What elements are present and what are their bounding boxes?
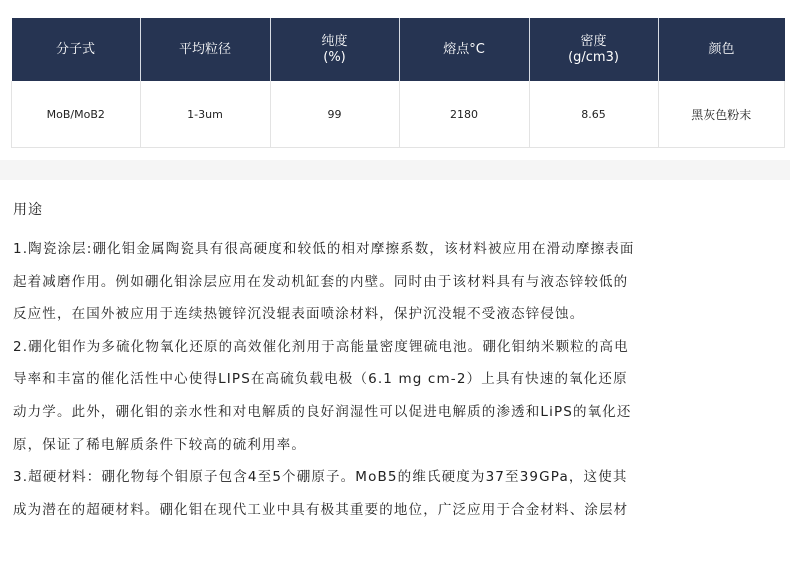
uses-line-2: 起着减磨作用。例如硼化钼涂层应用在发动机缸套的内壁。同时由于该材料具有与液态锌较低的 — [13, 273, 629, 290]
header-color-label: 颜色 — [708, 41, 735, 57]
cell-color: 黑灰色粉末 — [658, 81, 785, 148]
cell-purity: 99 — [270, 81, 399, 148]
header-purity — [270, 18, 399, 81]
uses-line-1: 1.陶瓷涂层:硼化钼金属陶瓷具有很高硬度和较低的相对摩擦系数，该材料被应用在滑动摩擦表面 — [13, 241, 635, 257]
header-formula-label: 分子式 — [55, 41, 95, 57]
header-density — [529, 18, 658, 81]
header-formula — [12, 18, 141, 81]
section-divider — [0, 160, 790, 180]
uses-line-7: 原，保证了稀电解质条件下较高的硫利用率。 — [13, 436, 306, 453]
header-density-label: 密度 — [580, 33, 607, 49]
uses-line-9: 成为潜在的超硬材料。硼化钼在现代工业中具有极其重要的地位，广泛应用于合金材料、涂层材 — [13, 501, 629, 518]
uses-line-5: 导率和丰富的催化活性中心使得LIPS在高硫负载电极（6.1 mg cm-2）上具有快速的氧化还原 — [13, 371, 628, 388]
header-melting-point — [399, 18, 529, 81]
header-purity-label: 纯度 — [321, 33, 348, 49]
header-particle-size-label: 平均粒径 — [178, 41, 231, 57]
cell-particle-size: 1-3um — [140, 81, 270, 148]
header-melting-point-label: 熔点°C — [443, 41, 485, 57]
spec-table-row — [12, 81, 785, 148]
cell-density: 8.65 — [529, 81, 658, 148]
header-particle-size — [140, 18, 270, 81]
uses-title: 用途 — [13, 202, 43, 218]
cell-formula: MoB/MoB2 — [12, 81, 141, 148]
uses-line-3: 反应性，在国外被应用于连续热镀锌沉没辊表面喷涂材料，保护沉没辊不受液态锌侵蚀。 — [13, 306, 585, 323]
uses-line-8: 3.超硬材料：硼化物每个钼原子包含4至5个硼原子。MoB5的维氏硬度为37至39GPa，这使其 — [13, 469, 628, 486]
header-density-unit: (g/cm3) — [568, 49, 619, 65]
header-color — [658, 18, 785, 81]
cell-melting-point: 2180 — [399, 81, 529, 148]
spec-table — [11, 18, 785, 148]
spec-table-header-row — [12, 18, 785, 81]
uses-line-6: 动力学。此外，硼化钼的亲水性和对电解质的良好润湿性可以促进电解质的渗透和LiPS的氧化还 — [13, 403, 632, 420]
uses-line-4: 2.硼化钼作为多硫化物氧化还原的高效催化剂用于高能量密度锂硫电池。硼化钼纳米颗粒的高电 — [13, 338, 629, 355]
uses-section — [13, 193, 779, 526]
header-purity-unit: (%) — [323, 49, 346, 65]
